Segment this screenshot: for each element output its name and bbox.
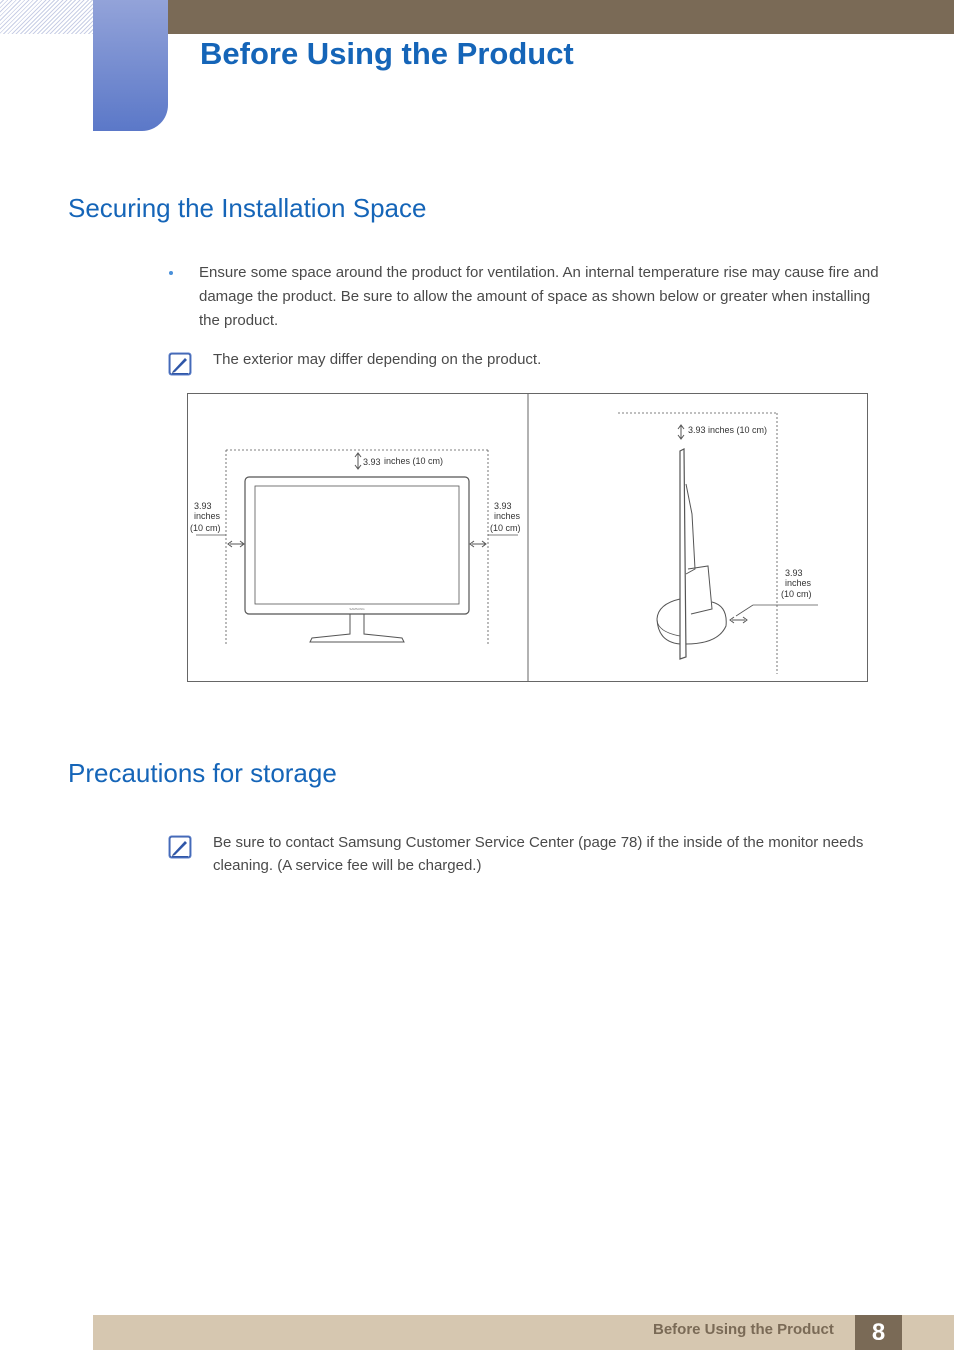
front-right-unit: inches (494, 511, 521, 521)
monitor-side-base (657, 599, 726, 644)
monitor-front-bezel (245, 477, 469, 614)
installation-note-text: The exterior may differ depending on the product. (213, 351, 542, 368)
front-left-unit: inches (194, 511, 221, 521)
brand-logo: SAMSUNG (349, 607, 365, 611)
front-right-value: 3.93 (494, 501, 512, 511)
front-top-unit: inches (10 cm) (384, 456, 444, 466)
storage-note-text: Be sure to contact Samsung Customer Service Center (page 78) if the inside of the monitor needs cleaning. (A service fee will be charged.) (213, 834, 864, 874)
front-view (196, 450, 518, 646)
diagram-svg (188, 394, 867, 681)
bullet-icon (169, 271, 173, 275)
footer-chapter-label: Before Using the Product (653, 1321, 834, 1338)
section-title-storage: Precautions for storage (68, 758, 337, 788)
side-back-value: 3.93 (785, 568, 803, 578)
chapter-title: Before Using the Product (200, 36, 574, 71)
note-icon (168, 835, 192, 859)
side-back-metric: (10 cm) (781, 589, 812, 599)
side-view (618, 413, 818, 674)
side-top-value: 3.93 (688, 425, 706, 435)
monitor-side-neck (688, 566, 712, 614)
front-right-metric: (10 cm) (490, 523, 521, 533)
note-icon (168, 352, 192, 376)
monitor-front-screen (255, 486, 459, 604)
page-number: 8 (855, 1315, 902, 1350)
monitor-side-panel (680, 449, 686, 659)
monitor-side-back (686, 484, 695, 574)
installation-bullet-text: Ensure some space around the product for ventilation. An internal temperature rise may cause fire and damage the product. Be sure to allow the amount of space as shown below or greater when installing the product. (199, 264, 879, 329)
chapter-tab (93, 0, 168, 131)
section-title-installation: Securing the Installation Space (68, 193, 427, 223)
front-left-metric: (10 cm) (190, 523, 221, 533)
side-top-unit: inches (10 cm) (708, 425, 768, 435)
monitor-front-stand (310, 614, 404, 642)
side-back-unit: inches (785, 578, 812, 588)
front-top-value: 3.93 (363, 457, 381, 467)
installation-diagram (187, 393, 868, 682)
header-bar (168, 0, 954, 34)
header-hatch-pattern (0, 0, 93, 34)
front-left-value: 3.93 (194, 501, 212, 511)
